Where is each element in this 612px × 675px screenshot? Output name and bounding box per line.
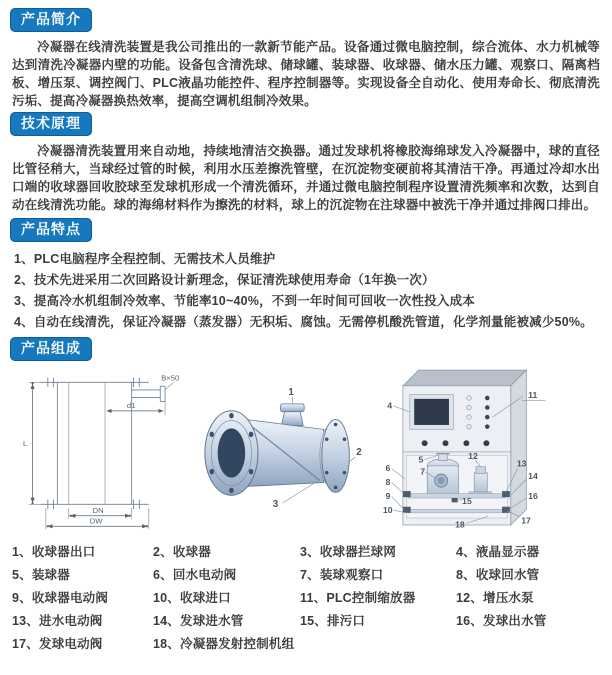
pipe-top-nozzle-flange [281,404,305,412]
part-callout-6: 6 [385,463,391,474]
part-callout-8: 8 [385,476,391,487]
section-composition [0,333,612,656]
part-item: 8、收球回水管 [456,568,540,582]
part-callout-3: 3 [272,499,279,511]
feature-item: 1、PLC电脑程序全程控制、无需技术人员维护 [14,252,276,266]
section-principle [0,110,612,214]
part-item: 15、排污口 [300,614,366,628]
feature-list [14,249,612,333]
drain-port [452,498,458,502]
section-badge-principle: 技术原理 [10,112,92,136]
pipe-right-flange [322,420,350,493]
part-callout-1: 1 [288,387,294,399]
cabinet-side-face [511,370,527,525]
part-callout-2: 2 [356,446,362,458]
pipe-run-main [408,494,505,498]
section-intro [0,0,612,110]
part-item: 4、液晶显示器 [456,545,540,559]
part-callout-12: 12 [468,450,478,461]
part-item: 13、进水电动阀 [12,614,103,628]
booster-pump [474,473,487,492]
pipe-opening [218,428,246,477]
part-callout-7: 7 [420,466,426,477]
part-callout-13: 13 [516,458,527,469]
dim-label-L: L [23,439,28,449]
pipe-top-nozzle-neck [282,412,304,426]
dimension-drawing [16,369,194,531]
part-item: 3、收球器拦球网 [300,545,397,559]
part-callout-9: 9 [385,490,391,501]
part-item: 18、冷凝器发射控制机组 [153,637,295,651]
part-item: 14、发球进水管 [153,614,244,628]
part-callout-17: 17 [521,515,531,526]
section-features [0,214,612,333]
dim-label-b50: B×50 [161,373,180,383]
feature-item: 3、提高冷水机组制冷效率、节能率10~40%，不到一年时间可回收一次性投入成本 [14,294,475,308]
part-item: 6、回水电动阀 [153,568,237,582]
part-item: 9、收球器电动阀 [12,591,109,605]
part-item: 11、PLC控制缩放器 [300,591,416,605]
ball-loader-cap [439,454,448,461]
section-badge-features: 产品特点 [10,218,92,242]
part-callout-10: 10 [382,504,393,515]
part-callout-4: 4 [387,400,393,411]
pipe-tee-diagram [198,383,370,523]
part-callout-15: 15 [462,496,472,507]
section-badge-intro: 产品简介 [10,8,92,32]
pipe-run-bottom [408,509,507,512]
parts-legend [12,541,604,656]
part-item: 1、收球器出口 [12,545,96,559]
part-item: 12、增压水泵 [456,591,534,605]
dim-label-d1: d1 [126,401,136,411]
part-item: 10、收球进口 [153,591,231,605]
part-item: 2、收球器 [153,545,211,559]
sight-glass-inner [438,477,445,484]
lcd-screen [414,399,449,425]
composition-diagrams [0,363,612,533]
feature-item: 2、技术先进采用二次回路设计新理念，保证清洗球使用寿命（1年换一次） [14,273,435,287]
section-badge-composition: 产品组成 [10,337,92,361]
cabinet-top-face [403,370,527,386]
intro-paragraph: 冷凝器在线清洗装置是我公司推出的一款新节能产品。设备通过微电脑控制，综合流体、水力机械等达到清洗冷凝器内壁的功能。设备包含清洗球、储球罐、装球器、收球器、储水压力罐、观察口、隔离档板、增压泵、调控阀门、PLC液晶功能控件、程序控制器等。实现设备全自动化、使用寿命长、彻底清洗污垢、提高冷凝器换热效率，提高空调机组制冷效果。 [12,40,600,108]
part-item: 16、发球出水管 [456,614,547,628]
part-callout-11: 11 [528,389,538,400]
part-callout-18: 18 [455,519,465,530]
part-item: 17、发球电动阀 [12,637,103,651]
pump-head [476,467,486,474]
dim-label-DW: DW [89,516,103,526]
part-callout-5: 5 [418,454,424,465]
dim-label-DN: DN [92,505,104,515]
part-item: 5、装球器 [12,568,70,582]
part-callout-16: 16 [528,490,538,501]
part-item: 7、装球观察口 [300,568,384,582]
control-cabinet-diagram [382,363,556,533]
principle-paragraph: 冷凝器清洗装置用来自动地，持续地清洁交换器。通过发球机将橡胶海绵球发入冷凝器中，球的直径比管径稍大，当球经过管的时候，利用水压差擦洗管壁，在沉淀物变硬前将其清洁干净。再通过冷却水出口端的收球器回收胶球至发球机形成一个清洗循环，并通过微电脑控制程序设置清洗频率和次数，达到自动在线清洗功能。球的海绵材料作为擦洗的材料，球上的沉淀物在注球器中被洗干净并通过排阀口排出。 [12,144,600,212]
feature-item: 4、自动在线清洗，保证冷凝器（蒸发器）无积垢、腐蚀。无需停机酸洗管道，化学剂量能被减少50%。 [14,315,593,329]
part-callout-14: 14 [528,470,538,481]
